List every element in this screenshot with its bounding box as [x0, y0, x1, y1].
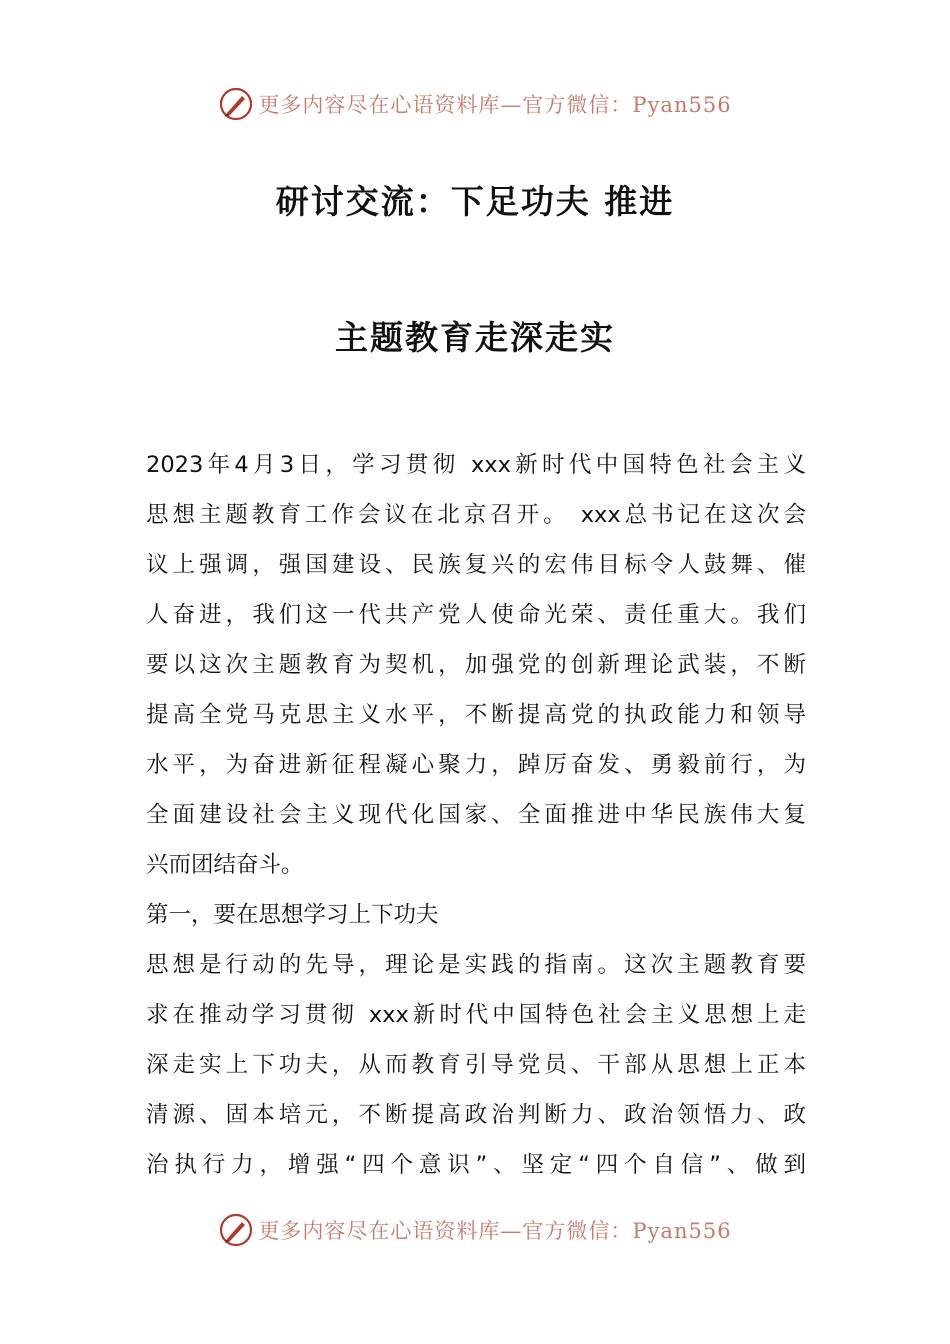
watermark-text: 更多内容尽在心语资料库—官方微信：Pyan556 [258, 93, 732, 117]
pen-logo-icon [218, 86, 254, 122]
body-line: 思想是行动的先导，理论是实践的指南。这次主题教育要 [146, 952, 806, 978]
section-heading: 第一，要在思想学习上下功夫 [146, 902, 439, 928]
body-line: 求在推动学习贯彻 xxx新时代中国特色社会主义思想上走 [146, 1002, 806, 1028]
body-line: 水平，为奋进新征程凝心聚力，踔厉奋发、勇毅前行，为 [146, 752, 806, 778]
footer-watermark-banner [0, 1210, 950, 1250]
body-line: 兴而团结奋斗。 [146, 852, 304, 878]
body-line: 治执行力，增强“四个意识”、坚定“四个自信”、做到 [146, 1152, 806, 1178]
body-line: 全面建设社会主义现代化国家、全面推进中华民族伟大复 [146, 802, 806, 828]
watermark-text: 更多内容尽在心语资料库—官方微信：Pyan556 [258, 1219, 732, 1243]
body-line: 清源、固本培元，不断提高政治判断力、政治领悟力、政 [146, 1102, 806, 1128]
document-title-line-1: 研讨交流：下足功夫 推进 [275, 182, 675, 221]
document-body [146, 440, 806, 1190]
body-line: 人奋进，我们这一代共产党人使命光荣、责任重大。我们 [146, 602, 806, 628]
body-line: 议上强调，强国建设、民族复兴的宏伟目标令人鼓舞、催 [146, 552, 806, 578]
body-line: 要以这次主题教育为契机，加强党的创新理论武装，不断 [146, 652, 806, 678]
header-watermark-banner [0, 84, 950, 124]
pen-logo-icon [218, 1212, 254, 1248]
body-line: 思想主题教育工作会议在北京召开。 xxx总书记在这次会 [146, 502, 806, 528]
body-line: 深走实上下功夫，从而教育引导党员、干部从思想上正本 [146, 1052, 806, 1078]
document-title-line-2: 主题教育走深走实 [335, 318, 615, 357]
body-line: 提高全党马克思主义水平，不断提高党的执政能力和领导 [146, 702, 806, 728]
body-line: 2023年4月3日，学习贯彻 xxx新时代中国特色社会主义 [146, 452, 806, 478]
